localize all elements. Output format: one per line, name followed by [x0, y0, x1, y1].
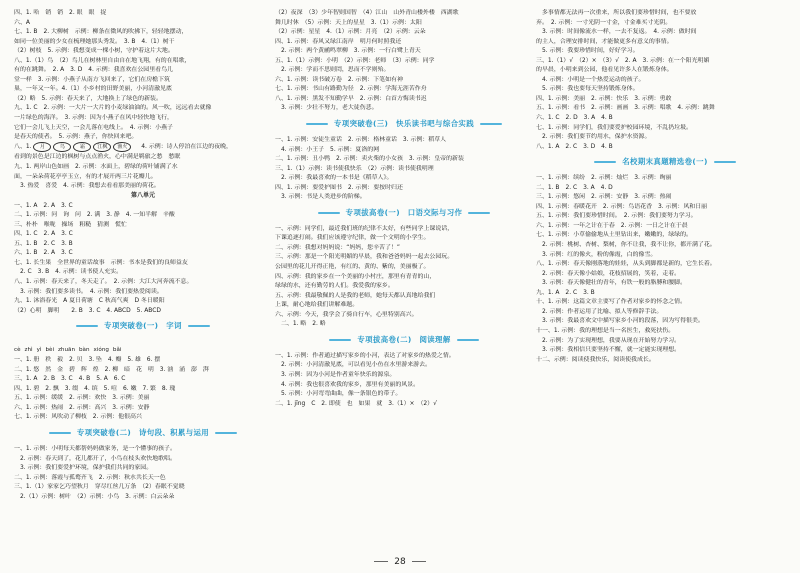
answer-line: 2. 示例：为了实现理想，我要从现在开始努力学习。 — [536, 336, 681, 344]
answer-line: 七、1. B 2. 大柳树 示例：柳条在微风的吹拂下，轻轻地摆动， — [14, 28, 188, 36]
answer-line: 三、1.（1）家家乞巧望秋月 穿尽红丝几万条 （2）春眠不觉晓 — [14, 483, 185, 491]
answer-line: 公园里的花儿开得正艳，有红的、黄的、紫的，美丽极了。 — [275, 263, 430, 271]
answer-line: 六、1. B 2. A 3. C — [14, 249, 73, 257]
answer-line: 一、1. A 2. A 3. C — [14, 201, 73, 209]
unit-heading: 第八单元 — [130, 191, 155, 199]
answer-line: 十一、1. 示例：我的理想是当一名医生，救死扶伤。 — [536, 326, 675, 334]
circled-word: 霜 — [73, 142, 91, 152]
column-middle — [275, 8, 533, 556]
section-heading-reading-club: 专项突破卷(三) 快乐读书吧与综合实践 — [275, 115, 533, 133]
answer-line: 七、1. 示例：小草偷偷地从土里钻出来，嫩嫩的，绿绿的。 — [536, 231, 692, 239]
answer-line: 八、1. 示例：黑发不知勤学早 2. 示例：白首方悔读书迟 — [275, 94, 427, 102]
answer-line: 四、1. 示例：要爱护图书 2. 示例：要按时归还 — [275, 183, 403, 191]
answer-line: 九、1. A 2. C 3. B — [536, 288, 595, 296]
answer-line: 2. 示例：作者运用了比喻、拟人等修辞手法。 — [536, 307, 663, 315]
pinyin-row — [14, 337, 272, 355]
answer-line: 3. 示例：时间像流水一样，一去不复返。 4. 示例：做时间 — [536, 28, 697, 36]
answer-line: 一、1. 示例：小明每天都帮妈妈做家务，是一个懂事的孩子。 — [14, 445, 176, 452]
answer-line: 九、1. 沐浴春光 A 夏日荷塘 C 秋高气爽 D 冬日暖阳 — [14, 297, 165, 305]
answer-line: 5. 示例：我要珍惜时间，好好学习。 — [536, 47, 639, 55]
answer-line: 九、1. 两岸山色如画 2. 示例：水面上，碧绿的荷叶铺满了水 — [14, 162, 178, 170]
answer-line: 4. 示例：小王子 5. 示例：夏洛的网 — [275, 145, 380, 153]
answer-line: 一、1. 示例：缤纷 2. 示例：灿烂 3. 示例：绚丽 — [536, 174, 672, 182]
section-heading-words: 专项突破卷(一) 字词 — [14, 317, 272, 335]
answer-line: 四、1. 示例：春风又绿江南岸 明月何时照我还 — [275, 37, 402, 45]
section-heading-sentences: 专项突破卷(二) 诗句段、积累与运用 — [14, 424, 272, 442]
answer-line: 5. 示例：我也要每天坚持锻炼身体。 — [536, 85, 639, 93]
answer-line: 4. 示例：我也很喜欢我的家乡，那里有美丽的风景。 — [275, 380, 420, 388]
answer-line: 下课追逐打闹。我们应该遵守纪律，做一个文明的小学生。 — [275, 234, 430, 242]
answer-line: 舞几时休 （5）示例：天上的星星 3.（1）示例：太阳 — [275, 18, 422, 26]
answer-line: 三、1. 示例：悠闲 2. 示例：安静 3. 示例：热闹 — [536, 193, 672, 201]
answer-line: 二、示例：我想对妈妈说：“妈妈，您辛苦了！” — [275, 243, 400, 251]
answer-line: 2. 示例：春天到了，花儿都开了，小鸟在枝头欢快地歌唱。 — [14, 454, 176, 462]
answer-line: 2. 示例：桃树、杏树、梨树，你不让我，我不让你，都开满了花。 — [536, 241, 716, 249]
answer-line: 七、1. 长生果 全世界的童话故事 示例：书本是我们的良师益友 — [14, 258, 188, 266]
answer-line: 八、1. 示例：春天像刚落地的娃娃，从头到脚都是新的，它生长着。 — [536, 260, 716, 268]
answer-line: 四、1. 示例：美丽 2. 示例：快乐 3. 示例：勇敢 — [536, 94, 672, 102]
answer-line: 5. 示例：小河弯弯曲曲，像一条银色的带子。 — [275, 390, 402, 398]
pinyin-item: bǎi — [112, 346, 122, 353]
section-heading-oral-writing: 专项拔高卷(一) 口语交际与习作 — [275, 204, 533, 222]
answer-line: 一、1. 示例：安徒生童话 2. 示例：格林童话 3. 示例：稻草人 — [275, 136, 447, 144]
answer-line: 六、示例：今天，我学会了骑自行车，心里特别高兴。 — [275, 310, 418, 318]
answer-line: 4. 示例：小明是一个热爱运动的孩子。 — [536, 75, 645, 83]
pinyin-item: bèi — [45, 346, 54, 353]
section-heading-final-exam: 名校期末真题精选卷(一) — [536, 153, 794, 171]
answer-line: 六、1. 示例：热闹 2. 示例：高兴 3. 示例：安静 — [14, 403, 150, 411]
pinyin-item: zhuān — [58, 346, 75, 353]
answer-line: 七、1. 示例：同学们，我们要爱护校园环境，不乱扔垃圾。 — [536, 123, 692, 131]
answer-line: 上课，耐心地给我们讲解难题。 — [275, 301, 359, 309]
answer-line: 3. 示例：因为小河是作者童年快乐的源泉。 — [275, 370, 396, 378]
answer-line: 四、1. 哈 销 销 2. 眼 眼 捉 — [14, 9, 107, 16]
answer-line: 有的在跳舞。 2. A 3. D 4. 示例：我喜欢在公园里看鸟儿 — [14, 66, 173, 74]
answer-line: 3. 示例：少壮不努力，老大徒伤悲。 — [275, 104, 378, 112]
answer-line: 面，一朵朵荷花亭亭玉立，有的才展开两三片花瓣儿。 — [14, 172, 157, 180]
answer-line: 九、1. C 2. 示例：一大片一大片的小麦绿油油的。风一吹，远远看去就像 — [14, 104, 212, 112]
answer-line: 二、1. 悠 然 金 碧 辉 煌 2. 柳 暗 花 明 3. 汹 涌 澎 湃 — [14, 365, 209, 373]
answer-line: 2. 示例：我最喜欢的一本书是《稻草人》。 — [275, 174, 393, 182]
answer-line: 3. 示例：我相信只要坚持不懈，就一定能实现理想。 — [536, 346, 681, 354]
answer-line: 3. 示例：红的像火，粉的像霞，白的像雪。 — [536, 250, 657, 258]
answer-line: 一、1. 册 秩 毅 2. 贝 3. 坠 4. 瓣 5. 雄 6. 摆 — [14, 356, 161, 364]
answer-line: 三、1. A 2. B 3. C 4. B 5. A 6. C — [14, 375, 126, 383]
answer-line: 3. 示例：我最喜欢文中描写家乡小河的段落，因为写得很美。 — [536, 317, 704, 325]
answer-line: 七、1. 示例：风吹动了柳枝 2. 示例：他很高兴 — [14, 413, 142, 421]
answer-line: 的主人，合理安排时间，才能做更多有意义的事情。 — [536, 37, 673, 45]
answer-line: 2. C 3. B 4. 示例：读书使人充实。 — [14, 268, 123, 276]
answer-line: 弃。 2. 示例：一寸光阴一寸金，寸金难买寸光阴。 — [536, 18, 672, 26]
answer-line: 八、1.（1）鸟 （2）鸟儿在树林里自由自在地飞翔，有的在唱歌， — [14, 56, 191, 64]
column-right — [536, 8, 794, 556]
pinyin-item: bàn — [79, 346, 90, 353]
answer-line: 绿绿的水，还有勤劳的人们。我爱我的家乡。 — [275, 282, 394, 290]
answer-line: 五、1. B 2. C 3. B — [14, 239, 73, 247]
answer-line: 五、1. 示例：看书 2. 示例：画画 3. 示例：唱歌 4. 示例：跳舞 — [536, 104, 715, 112]
section-heading-reading-comprehension: 专项拔高卷(二) 阅读理解 — [275, 331, 533, 349]
answer-line: 三、示例：那是一个阳光明媚的早晨，我和爸爸妈妈一起去公园玩。 — [275, 253, 454, 261]
answer-line: 二、1. jīng C 2. 即使 也 如果 就 3.（1）× （2）√ — [275, 399, 437, 407]
answer-line: （2）树枝 5. 示例：我想变成一棵小树，守护着这片大地。 — [14, 47, 174, 55]
answer-line: 三、1.（1）√ （2）× （3）√ 2. A 3. 示例：在一个阳光明媚 — [536, 56, 710, 64]
answer-line: 五、示例：我最敬佩的人是我的老师，她每天都认真地给我们 — [275, 291, 436, 299]
answer-line: 六、1. 示例：读书破万卷 2. 示例：下笔如有神 — [275, 75, 403, 83]
answer-line: （2）心明 脚明 2. B 3. C 4. ABCD 5. ABCD — [14, 306, 161, 314]
circled-word: 鸟 — [53, 142, 71, 152]
answer-line: 看到的景色是江边的枫树与点点渔火，心中满是羁旅之愁 愁眠 — [14, 153, 181, 161]
answer-line: 三、1.（1）示例：读书使我快乐 （2）示例：读书使我明理 — [275, 164, 434, 172]
answer-line: 如同一位美丽的少女在梳理她那头秀发。 3. B 4.（1）树干 — [14, 37, 175, 45]
answer-line: 四、1. 碧 2. 飘 3. 缀 4. 缤 5. 喧 6. 嫩 7. 繁 8. 瑰 — [14, 384, 176, 392]
answer-line: 二、1. B 2. C 3. A 4. D — [536, 183, 613, 191]
answer-line: 八、1. A 2. C 3. D 4. B — [536, 142, 613, 150]
column-left — [14, 8, 272, 556]
answer-line: 六、1. C 2. D 3. A 4. B — [536, 114, 613, 122]
answer-line: （2）示例：星星 4.（1）示例：月亮 （2）示例：云朵 — [275, 28, 426, 36]
answer-line: 五、1. 示例：我们要珍惜时间。 2. 示例：我们要努力学习。 — [536, 212, 697, 220]
answer-line: 2. 示例：两个黄鹂鸣翠柳 3. 示例：一行白鹭上青天 — [275, 47, 421, 55]
answer-line: 二、1. 略 2. 略 — [275, 320, 326, 328]
answer-line: 二、1. 示例：落霞与孤鹜齐飞 2. 示例：秋水共长天一色 — [14, 473, 166, 481]
pinyin-item: cè — [14, 346, 21, 353]
page-number: 28 — [0, 557, 800, 567]
pinyin-item: xióng — [93, 346, 109, 353]
answer-line: 六、1. 示例：一年之计在于春 2. 示例：一日之计在于晨 — [536, 221, 688, 229]
answer-line: （2）夜深 （3）少年智则国智 （4）江山 山外青山楼外楼 西湖歌 — [275, 9, 459, 16]
circled-word: 月 — [33, 142, 51, 152]
pinyin-item: zhì — [24, 346, 33, 353]
answer-line: 六、A — [14, 18, 30, 26]
answer-line: 2. 示例：我们要节约用水，保护水资源。 — [536, 133, 651, 141]
answer-line: 3. 示例：我们要爱护环境，保护我们共同的家园。 — [14, 464, 153, 472]
answer-line: 3. 示例：书是人类进步的阶梯。 — [275, 193, 366, 201]
answer-line: 一片绿色的海洋。 3. 示例：因为小燕子在风中轻快地飞行， — [14, 114, 173, 122]
answer-line: 巢，一年又一年。4.（1）小乡村的田野美丽，小河清澈见底 — [14, 85, 172, 93]
answer-line: 五、1.（1）示例：小明 （2）示例：老师 （3）示例：同学 — [275, 56, 435, 64]
answer-line: 2. 示例：春天像小姑娘，花枝招展的，笑着，走着。 — [536, 269, 681, 277]
pinyin-item: yì — [36, 346, 42, 353]
answer-line: 四、示例：我的家乡在一个美丽的小村庄，那里有青青的山， — [275, 272, 436, 280]
answer-line: 它们一会儿飞上天空，一会儿落在电线上。 4. 示例：小燕子 — [14, 123, 173, 131]
answer-line: （2）略 5. 示例：春天来了，大地换上了绿色的新装。 — [14, 94, 162, 102]
answer-line: 一、1. 示例：作者通过描写家乡的小河，表达了对家乡的热爱之情。 — [275, 351, 455, 359]
answer-line: 十、1. 示例：这篇文章主要写了作者对家乡的怀念之情。 — [536, 298, 687, 306]
answer-line: 八、1. 示例：春天来了，冬天走了。 2. 示例：大江大河奔流不息。 — [14, 277, 193, 285]
circled-word: 渔火 — [113, 142, 131, 152]
answer-line: 是春天的使者。 5. 示例：燕子，你快回来吧。 — [14, 133, 138, 141]
answer-line: 一、示例：同学们，最近我们班的纪律不太好，有些同学上课说话， — [275, 224, 454, 232]
answer-line: 四、1. C 2. A 3. C — [14, 230, 73, 238]
answer-line: 3. 热爱 喜爱 4. 示例：我想去看看那美丽的荷花。 — [14, 182, 160, 190]
answer-line: 二、1. 示例：问 询 问 2. 满 3. 静 4. 一知半解 辛酸 — [14, 211, 175, 219]
circles-note: 4. 示例：诗人停泊在江边的夜晚， — [135, 142, 232, 150]
answer-line: 五、1. 示例：缓缓 2. 示例：欢快 3. 示例：美丽 — [14, 394, 150, 402]
answer-line: 3. 示例：春天像健壮的青年，有铁一般的胳膊和腰脚。 — [536, 279, 687, 287]
answer-line: 二、1. 示例：丑小鸭 2. 示例：卖火柴的小女孩 3. 示例：皇帝的新装 — [275, 155, 464, 163]
answer-line: 的早晨，小明来到公园，他看见许多人在锻炼身体。 — [536, 66, 673, 74]
answer-line: 七、1. 示例：书山有路勤为径 2. 示例：学海无涯苦作舟 — [275, 85, 427, 93]
answer-line: 四、1. 示例：春暖花开 2. 示例：鸟语花香 3. 示例：风和日丽 — [536, 202, 708, 210]
circled-word: 江枫 — [93, 142, 111, 152]
answer-line: 2.（1）示例：树叶 （2）示例：小鸟 3. 示例：白云朵朵 — [14, 492, 175, 500]
answer-line: 多事情都无法再一次重来，所以我们要珍惜时间，也不要放 — [536, 9, 697, 16]
poem-circles-line: 八、1. 月 鸟 霜 江枫 渔火 4. 示例：诗人停泊在江边的夜晚， — [14, 142, 272, 153]
answer-line: 2. 示例：小河清澈见底，可以看见小鱼在水里游来游去。 — [275, 361, 431, 369]
answer-line: 三、朴朴 喉咙 操场 粗糙 猜测 慌忙 — [14, 220, 127, 228]
answer-line: 3. 示例：我们要多读书。 4. 示例：我们要热爱阅读。 — [14, 287, 163, 295]
answer-line: 十二、示例：阅读使我快乐，阅读使我成长。 — [536, 355, 655, 363]
answer-line: 2. 示例：学而不思则罔，思而不学则殆。 — [275, 66, 390, 74]
answer-line: 堂一样 3. 示例：小燕子从南方飞回来了，它们在房檐下筑 — [14, 75, 170, 83]
